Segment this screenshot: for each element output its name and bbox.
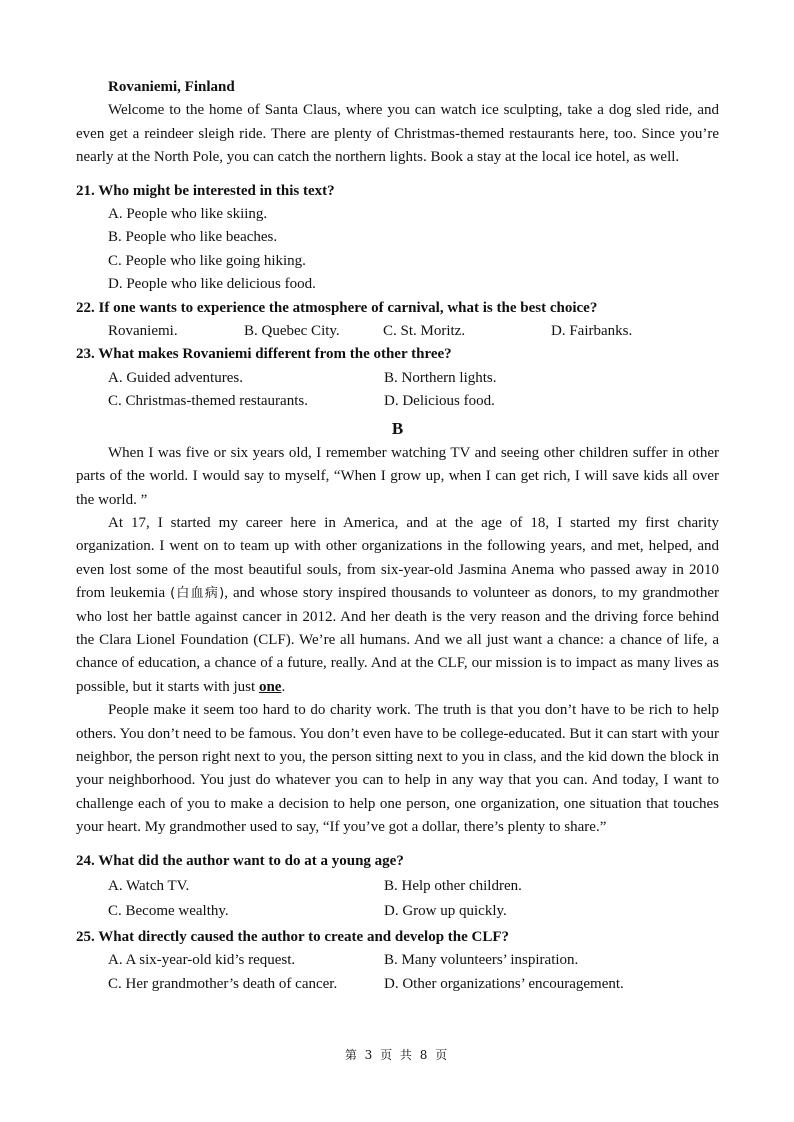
option-21d: D. People who like delicious food.	[108, 276, 316, 293]
p2-cjk-gloss: (白血病)	[170, 586, 225, 602]
question-22: 22. If one wants to experience the atmosphere of carnival, what is the best choice?	[76, 299, 598, 316]
options-25-row2	[76, 973, 719, 996]
option-23b: B. Northern lights.	[384, 369, 497, 386]
option-25c: C. Her grandmother’s death of cancer.	[108, 975, 338, 992]
passage-b-p1: When I was five or six years old, I remember watching TV and seeing other children suffer in other parts of the world. I would say to myself, “When I grow up, when I can get rich, I will save kids all over the world. ”	[76, 444, 719, 508]
options-24-row1	[76, 875, 719, 898]
p2-underlined-word: one	[258, 678, 282, 695]
exam-page	[76, 76, 719, 996]
option-21a: A. People who like skiing.	[108, 206, 268, 223]
passage-b-p2	[76, 512, 719, 699]
options-22	[76, 320, 719, 343]
option-23d: D. Delicious food.	[384, 393, 495, 410]
options-23-row1	[76, 367, 719, 390]
option-24d: D. Grow up quickly.	[384, 903, 507, 920]
options-25-row1	[76, 949, 719, 972]
option-25d: D. Other organizations’ encouragement.	[384, 975, 624, 992]
p2-text-1: At 17, I started my career here in America, and at the age of 18, I started my first charity organization. I went on to team up with other organizations in the following years, and met, helped, and even lost some of the most beautiful souls, from six-year-old Jasmina Anema who passed away in 2010 from leukemia	[76, 514, 719, 602]
option-25b: B. Many volunteers’ inspiration.	[384, 952, 579, 969]
question-25: 25. What directly caused the author to create and develop the CLF?	[76, 928, 510, 945]
option-22a: Rovaniemi.	[108, 323, 178, 340]
p2-text-2: , and whose story inspired thousands to volunteer as donors, to my grandmother who lost her battle against cancer in 2012. And her death is the very reason and the driving force behind the Clara Lionel Foundation (CLF). We’re all humans. And we all just want a chance: a chance of life, a chance of education, a chance of a future, really. And at the CLF, our mission is to impact as many lives as possible, but it starts with just	[76, 585, 719, 695]
question-23: 23. What makes Rovaniemi different from the other three?	[76, 346, 452, 363]
option-25a: A. A six-year-old kid’s request.	[108, 952, 296, 969]
passage-b-p3: People make it seem too hard to do charity work. The truth is that you don’t have to be rich to help others. You don’t need to be famous. You don’t even have to be college-educated. But it can start with your neighbor, the person right next to you, the person sitting next to you in class, and the kid down the block in your neighborhood. You just do whatever you can to help in any way that you can. And today, I want to challenge each of you to make a decision to help one person, one organization, one situation that touches your heart. My grandmother used to say, “If you’ve got a dollar, there’s plenty to share.”	[76, 702, 719, 836]
option-21b: B. People who like beaches.	[108, 229, 278, 246]
option-23a: A. Guided adventures.	[108, 369, 243, 386]
question-24: 24. What did the author want to do at a young age?	[76, 852, 404, 869]
option-22d: D. Fairbanks.	[551, 323, 633, 340]
section-b-label: B	[391, 418, 404, 438]
option-23c: C. Christmas-themed restaurants.	[108, 393, 308, 410]
option-21c: C. People who like going hiking.	[108, 252, 306, 269]
option-24c: C. Become wealthy.	[108, 903, 229, 920]
page-number-footer: 第 3 页 共 8 页	[344, 1048, 450, 1062]
option-24a: A. Watch TV.	[108, 878, 190, 894]
options-24-row2	[76, 900, 719, 923]
options-23-row2	[76, 390, 719, 413]
passage-a-text: Welcome to the home of Santa Claus, where you can watch ice sculpting, take a dog sled ride, and even get a reindeer sleigh ride. There are plenty of Christmas-themed restaurants here, too. Since you’re nearly at the North Pole, you can catch the northern lights. Book a stay at the local ice hotel, as well.	[76, 102, 719, 166]
question-21: 21. Who might be interested in this text?	[76, 182, 335, 199]
passage-heading: Rovaniemi, Finland	[108, 79, 235, 95]
option-22b: B. Quebec City.	[244, 323, 340, 340]
p2-text-end: .	[281, 678, 286, 695]
option-24b: B. Help other children.	[384, 878, 522, 894]
option-22c: C. St. Moritz.	[383, 323, 466, 340]
